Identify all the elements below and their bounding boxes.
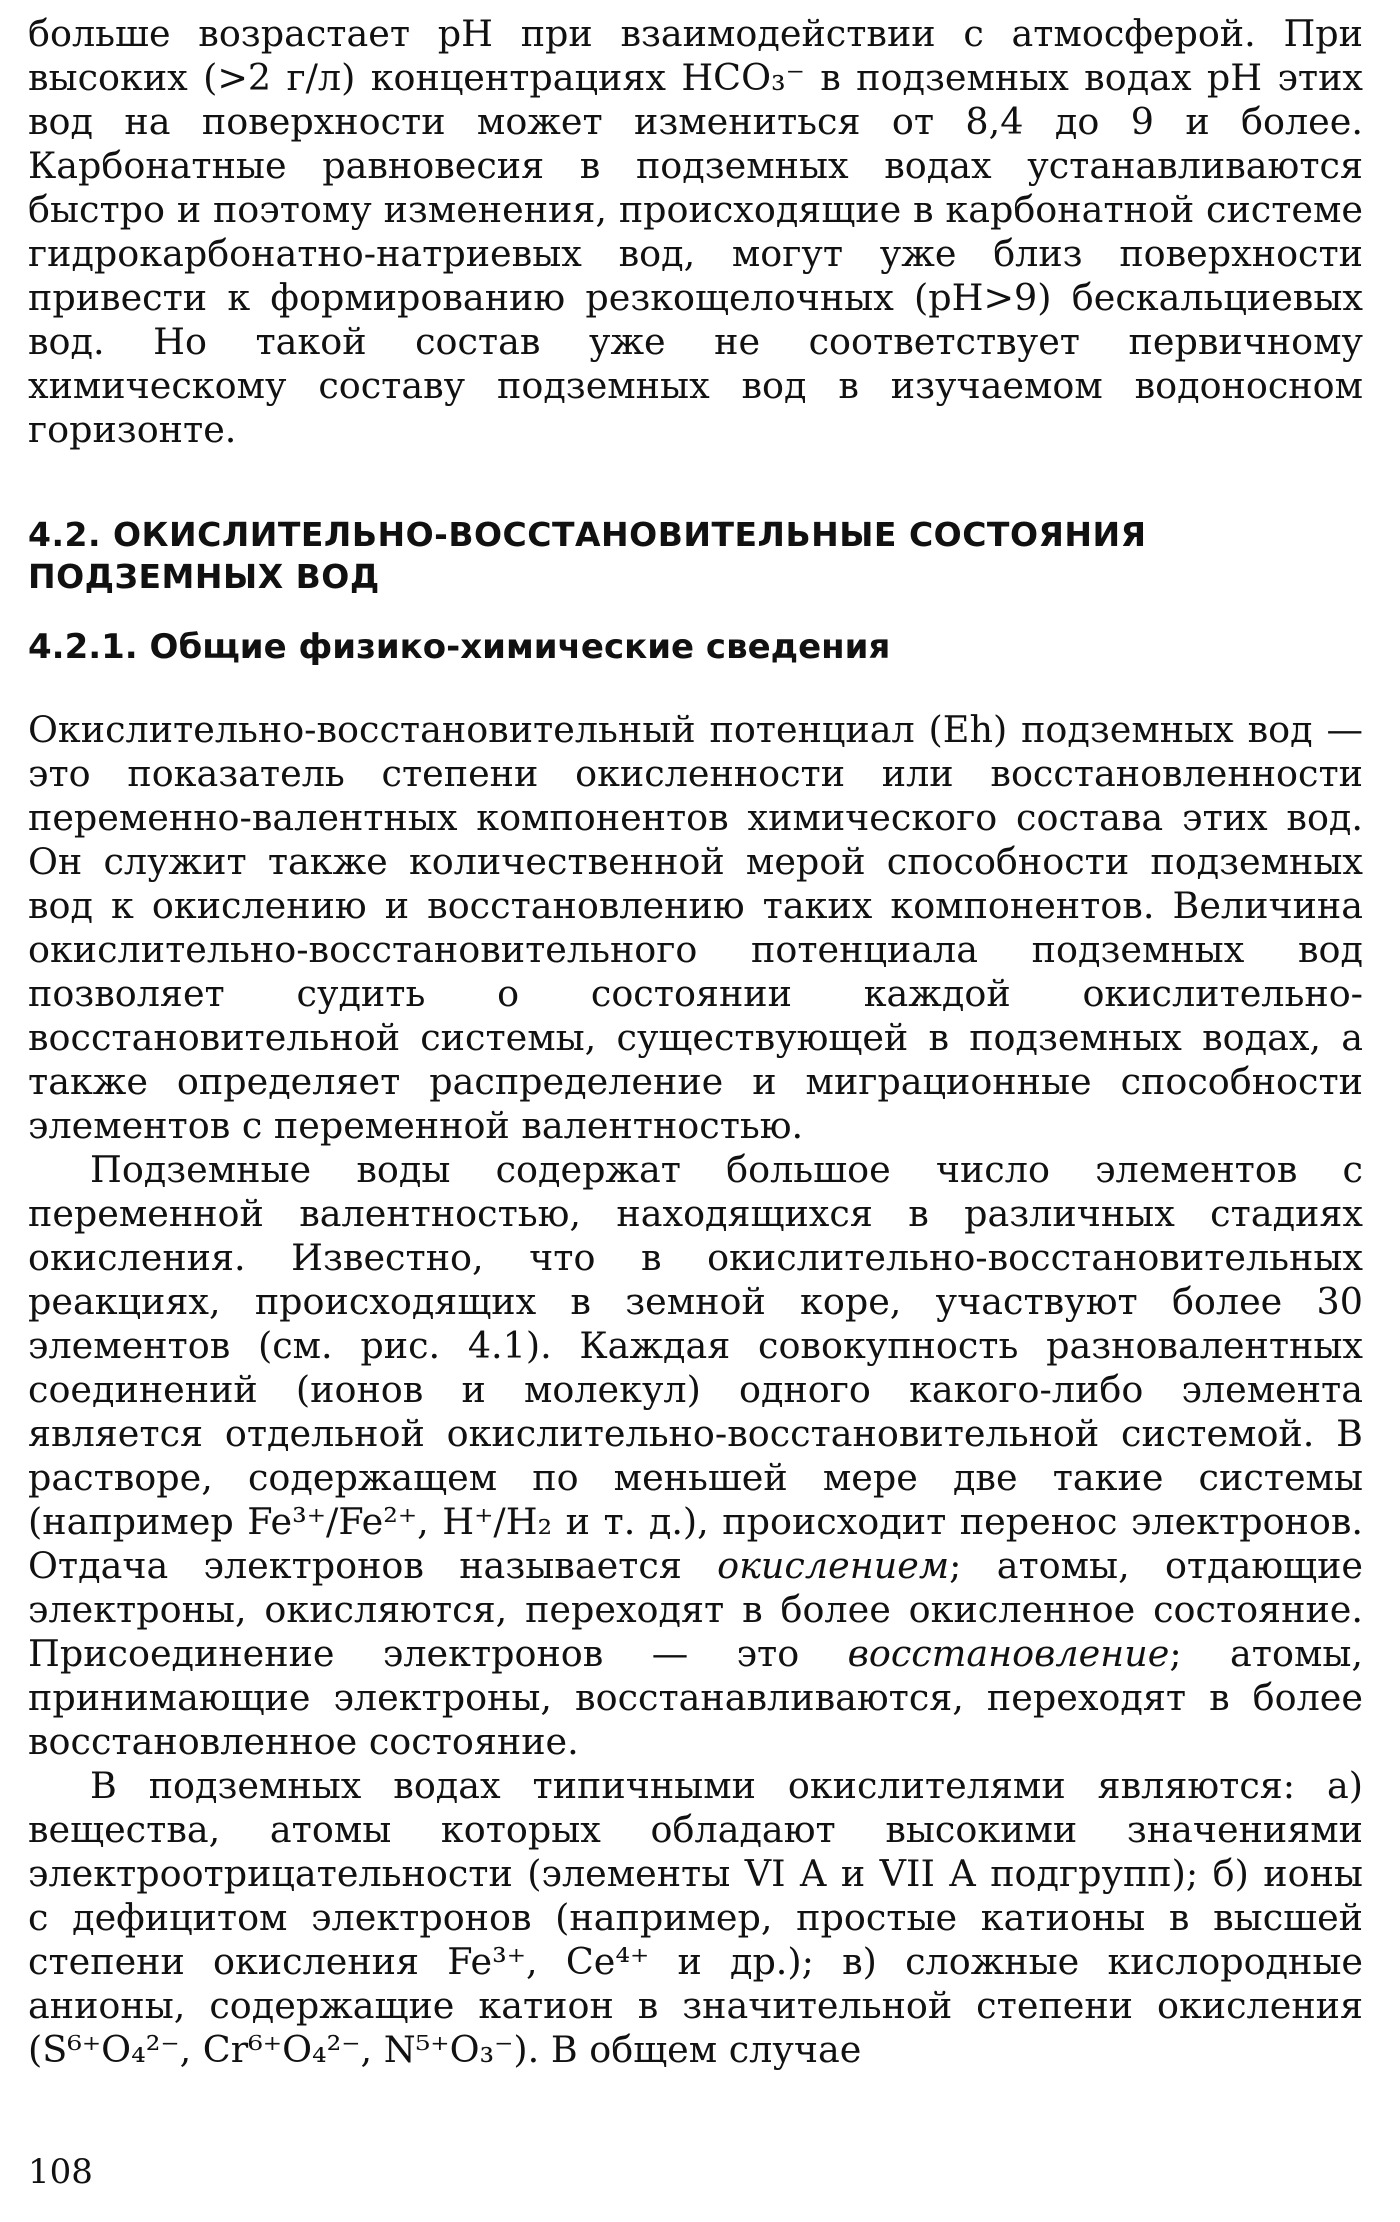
paragraph-redox-systems	[28, 1148, 1363, 1764]
paragraph-oxidizers: В подземных водах типичными окислителями являются: а) вещества, атомы которых обладают высокими значениями электроотрицательности (элементы VI A и VII A подгрупп); б) ионы с дефицитом электронов (например, простые катионы в высшей степени окисления Fe³⁺, Ce⁴⁺ и др.); в) сложные кислородные анионы, содержащие катион в значительной степени окисления (S⁶⁺O₄²⁻, Cr⁶⁺O₄²⁻, N⁵⁺O₃⁻). В общем случае	[28, 1764, 1363, 2071]
section-title-line-2: ПОДЗЕМНЫХ ВОД	[28, 557, 380, 596]
intro-paragraph: больше возрастает pH при взаимодействии с атмосферой. При высоких (>2 г/л) концентрациях HCO₃⁻ в подземных водах pH этих вод на поверхности может измениться от 8,4 до 9 и более. Карбонатные равновесия в подземных водах устанавливаются быстро и поэтому изменения, происходящие в карбонатной системе гидрокарбонатно-натриевых вод, могут уже близ поверхности привести к формированию резкощелочных (pH>9) бескальциевых вод. Но такой состав уже не соответствует первичному химическому составу подземных вод в изучаемом водоносном горизонте.	[28, 12, 1363, 451]
page-body	[28, 12, 1363, 2072]
paragraph-redox-text-c: ; атомы, принимающие электроны, восстанавливаются, переходят в более восстановленное состояние.	[28, 1632, 1363, 1763]
paragraph-eh-definition: Окислительно-восстановительный потенциал (Eh) подземных вод — это показатель степени окисленности или восстановленности переменно-валентных компонентов химического состава этих вод. Он служит также количественной мерой способности подземных вод к окислению и восстановлению таких компонентов. Величина окислительно-восстановительного потенциала подземных вод позволяет судить о состоянии каждой окислительно-восстановительной системы, существующей в подземных водах, а также определяет распределение и миграционные способности элементов с переменной валентностью.	[28, 708, 1363, 1147]
paragraph-redox-text-b: ; атомы, отдающие электроны, окисляются, переходят в более окисленное состояние. Присоединение электронов — это	[28, 1544, 1363, 1675]
subsection-heading: 4.2.1. Общие физико-химические сведения	[28, 627, 891, 667]
term-reduction: восстановление	[847, 1632, 1170, 1675]
term-oxidation: окислением	[717, 1544, 950, 1587]
section-heading	[28, 514, 1363, 598]
paragraph-redox-text-a: Подземные воды содержат большое число элементов с переменной валентностью, находящихся в различных стадиях окисления. Известно, что в окислительно-восстановительных реакциях, происходящих в земной коре, участвуют более 30 элементов (см. рис. 4.1). Каждая совокупность разновалентных соединений (ионов и молекул) одного какого-либо элемента является отдельной окислительно-восстановительной системой. В растворе, содержащем по меньшей мере две такие системы (например Fe³⁺/Fe²⁺, H⁺/H₂ и т. д.), происходит перенос электронов. Отдача электронов называется	[28, 1148, 1363, 1587]
section-title-line-1: 4.2. ОКИСЛИТЕЛЬНО-ВОССТАНОВИТЕЛЬНЫЕ СОСТОЯНИЯ	[28, 515, 1147, 554]
page-number: 108	[28, 2152, 93, 2192]
